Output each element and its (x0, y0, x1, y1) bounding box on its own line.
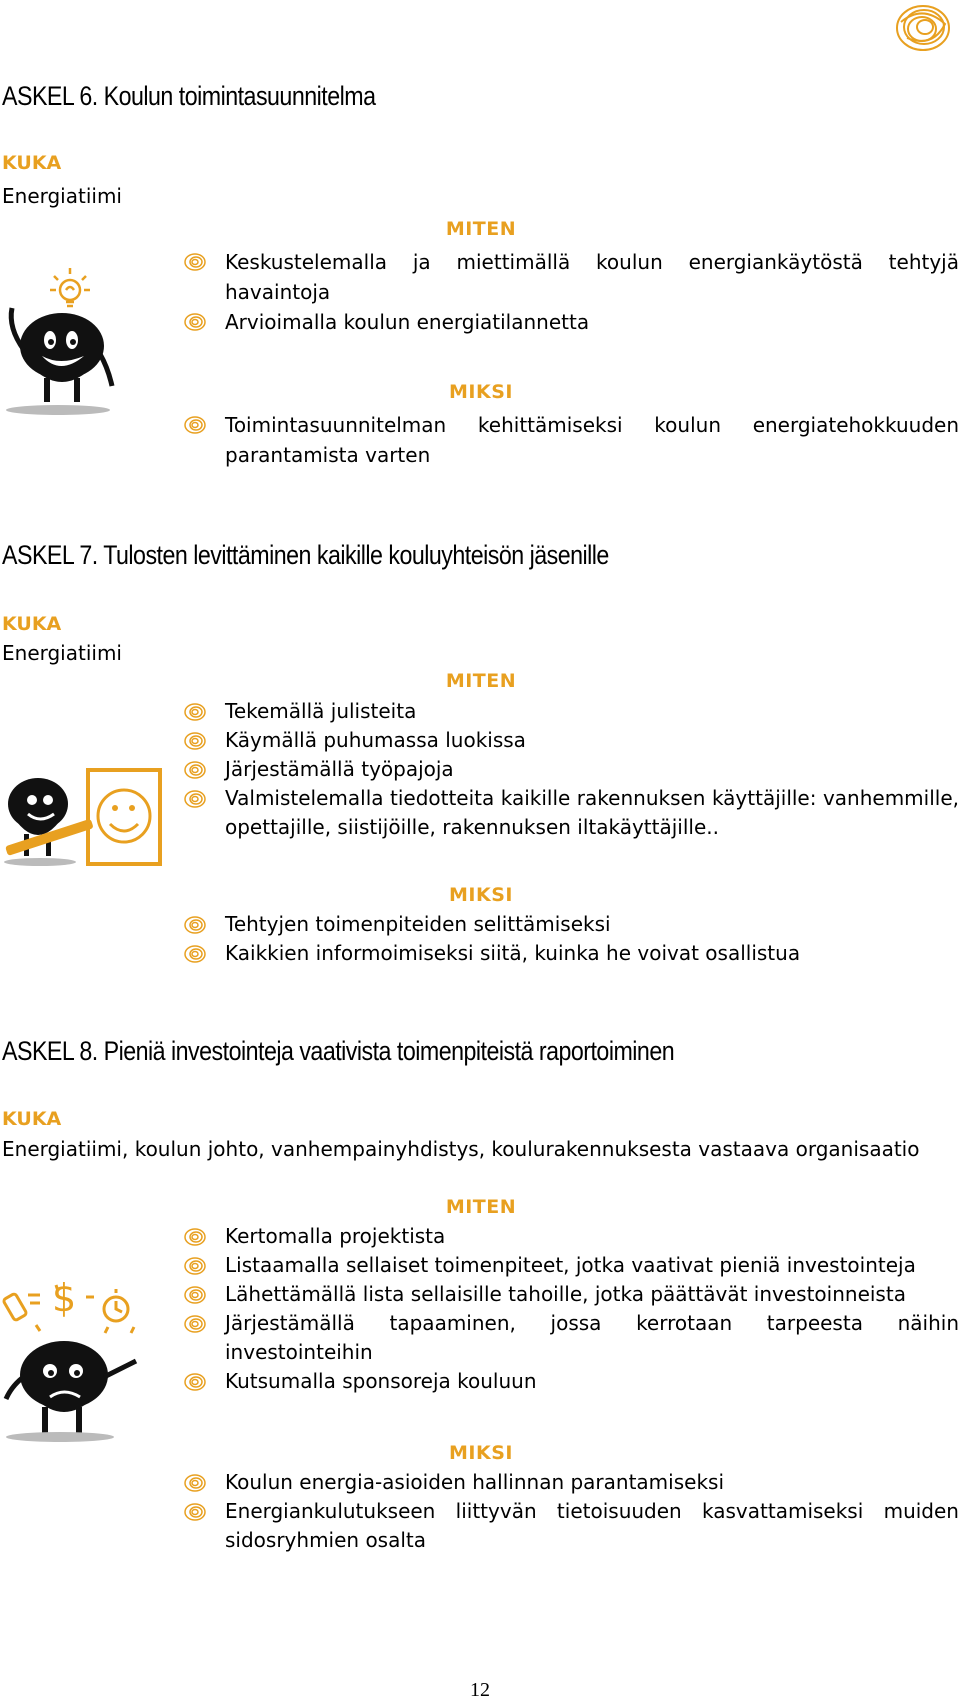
list-item-text: Arvioimalla koulun energiatilannetta (225, 310, 590, 334)
list-item-text: Keskustelemalla ja miettimällä koulun energiankäytöstä tehtyjä havaintoja (225, 250, 959, 304)
bullet-icon (184, 416, 206, 434)
kuka-value: Energiatiimi, koulun johto, vanhempainyhdistys, koulurakennuksesta vastaava organisaatio (2, 1137, 920, 1161)
step-heading: ASKEL 6. Koulun toimintasuunnitelma (2, 81, 376, 111)
miksi-list (180, 910, 959, 968)
list-item-text: Järjestämällä työpajoja (225, 757, 454, 781)
miten-list (180, 697, 959, 842)
mascot-worried-money-icon (0, 1265, 145, 1445)
bullet-icon (184, 1373, 206, 1391)
bullet-icon (184, 945, 206, 963)
list-item-text: Järjestämällä tapaaminen, jossa kerrotaan tarpeesta näihin investointeihin (225, 1311, 959, 1364)
bullet-icon (184, 1257, 206, 1275)
bullet-icon (184, 790, 206, 808)
list-item-text: Käymällä puhumassa luokissa (225, 728, 526, 752)
miten-label: MITEN (445, 1196, 517, 1218)
bullet-icon (184, 1228, 206, 1246)
step-heading: ASKEL 8. Pieniä investointeja vaativista toimenpiteistä raportoiminen (2, 1036, 675, 1066)
page-number: 12 (470, 1679, 490, 1701)
list-item (180, 910, 959, 939)
step-heading: ASKEL 7. Tulosten levittäminen kaikille kouluyhteisön jäsenille (2, 540, 609, 570)
bullet-icon (184, 703, 206, 721)
kuka-value: Energiatiimi (2, 184, 122, 208)
list-item-text: Energiankulutukseen liittyvän tietoisuuden kasvattamiseksi muiden sidosryhmien osalta (225, 1499, 959, 1552)
list-item (180, 307, 959, 337)
list-item (180, 1251, 959, 1280)
miksi-list (180, 410, 959, 470)
miksi-label: MIKSI (449, 381, 513, 403)
mascot-lightbulb-icon (0, 258, 115, 418)
svg-text:$: $ (52, 1276, 77, 1320)
bullet-icon (184, 916, 206, 934)
kuka-label: KUKA (2, 613, 62, 635)
list-item (180, 726, 959, 755)
kuka-label: KUKA (2, 152, 62, 174)
list-item-text: Lähettämällä lista sellaisille tahoille, jotka päättävät investoinneista (225, 1282, 906, 1306)
kuka-label: KUKA (2, 1108, 62, 1130)
list-item (180, 1280, 959, 1309)
miksi-label: MIKSI (449, 1442, 513, 1464)
list-item (180, 697, 959, 726)
miten-list (180, 247, 959, 337)
bullet-icon (184, 1315, 206, 1333)
list-item (180, 247, 959, 307)
miten-label: MITEN (445, 670, 517, 692)
list-item (180, 755, 959, 784)
bullet-icon (184, 1286, 206, 1304)
bullet-icon (184, 761, 206, 779)
miksi-list (180, 1468, 959, 1555)
miten-list (180, 1222, 959, 1396)
miten-label: MITEN (445, 218, 517, 240)
list-item-text: Listaamalla sellaiset toimenpiteet, jotka vaativat pieniä investointeja (225, 1253, 916, 1277)
list-item-text: Tehtyjen toimenpiteiden selittämiseksi (225, 912, 611, 936)
list-item (180, 1222, 959, 1251)
miksi-label: MIKSI (449, 884, 513, 906)
list-item-text: Toimintasuunnitelman kehittämiseksi koulun energiatehokkuuden parantamista varten (225, 413, 959, 467)
list-item-text: Tekemällä julisteita (225, 699, 417, 723)
list-item (180, 784, 959, 842)
list-item (180, 1367, 959, 1396)
bullet-icon (184, 1503, 206, 1521)
list-item (180, 1309, 959, 1367)
list-item-text: Koulun energia-asioiden hallinnan parantamiseksi (225, 1470, 725, 1494)
bullet-icon (184, 253, 206, 271)
list-item (180, 410, 959, 470)
list-item-text: Kutsumalla sponsoreja kouluun (225, 1369, 537, 1393)
spiral-logo-icon (893, 2, 953, 54)
list-item-text: Valmistelemalla tiedotteita kaikille rakennuksen käyttäjille: vanhemmille, opettajille, siistijöille, rakennuksen iltakäyttäjille.. (225, 786, 959, 839)
bullet-icon (184, 313, 206, 331)
list-item-text: Kertomalla projektista (225, 1224, 446, 1248)
list-item (180, 939, 959, 968)
bullet-icon (184, 1474, 206, 1492)
list-item (180, 1497, 959, 1555)
mascot-drawing-smiley-icon (0, 762, 168, 870)
list-item-text: Kaikkien informoimiseksi siitä, kuinka he voivat osallistua (225, 941, 801, 965)
list-item (180, 1468, 959, 1497)
bullet-icon (184, 732, 206, 750)
kuka-value: Energiatiimi (2, 641, 122, 665)
